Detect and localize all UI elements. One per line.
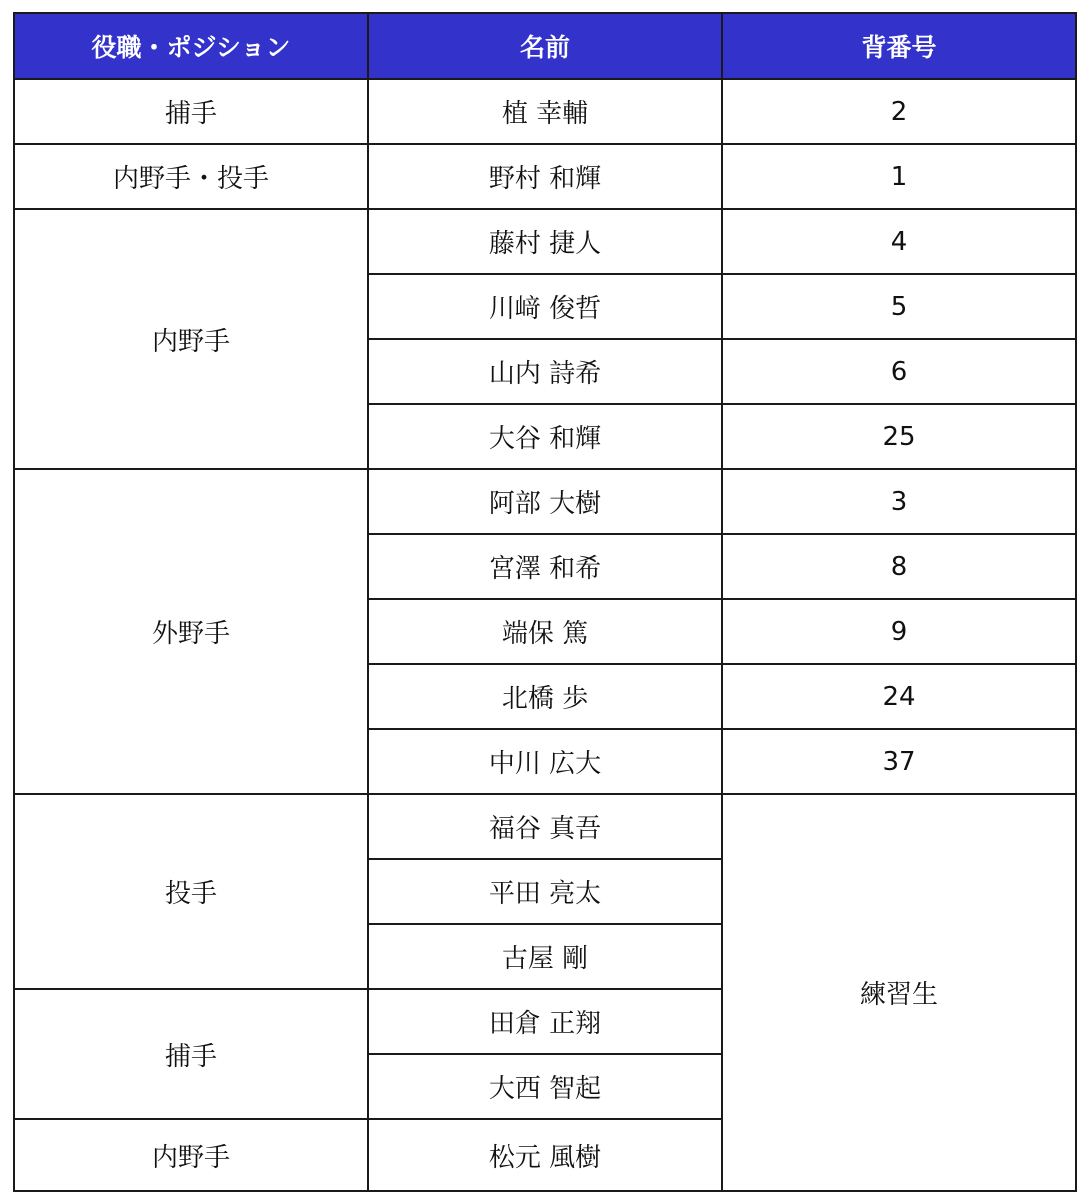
name-cell: 川﨑 俊哲 — [368, 274, 722, 339]
name-cell: 田倉 正翔 — [368, 989, 722, 1054]
roster-table-container — [13, 12, 1075, 1192]
role-cell: 外野手 — [14, 469, 368, 794]
name-cell: 阿部 大樹 — [368, 469, 722, 534]
number-cell: 25 — [722, 404, 1076, 469]
number-cell-trainee: 練習生 — [722, 794, 1076, 1191]
header-name: 名前 — [368, 13, 722, 79]
number-cell: 1 — [722, 144, 1076, 209]
number-cell: 37 — [722, 729, 1076, 794]
number-cell: 4 — [722, 209, 1076, 274]
number-cell: 24 — [722, 664, 1076, 729]
role-cell: 内野手・投手 — [14, 144, 368, 209]
name-cell: 藤村 捷人 — [368, 209, 722, 274]
table-row — [14, 209, 1076, 274]
header-role: 役職・ポジション — [14, 13, 368, 79]
number-cell: 2 — [722, 79, 1076, 144]
number-cell: 5 — [722, 274, 1076, 339]
table-row — [14, 469, 1076, 534]
name-cell: 平田 亮太 — [368, 859, 722, 924]
table-header-row — [14, 13, 1076, 79]
role-cell: 投手 — [14, 794, 368, 989]
role-cell: 内野手 — [14, 209, 368, 469]
number-cell: 9 — [722, 599, 1076, 664]
header-number: 背番号 — [722, 13, 1076, 79]
role-cell: 捕手 — [14, 989, 368, 1119]
name-cell: 北橋 歩 — [368, 664, 722, 729]
name-cell: 宮澤 和希 — [368, 534, 722, 599]
name-cell: 植 幸輔 — [368, 79, 722, 144]
table-row — [14, 794, 1076, 859]
name-cell: 大西 智起 — [368, 1054, 722, 1119]
name-cell: 大谷 和輝 — [368, 404, 722, 469]
name-cell: 古屋 剛 — [368, 924, 722, 989]
table-row — [14, 144, 1076, 209]
number-cell: 6 — [722, 339, 1076, 404]
name-cell: 端保 篤 — [368, 599, 722, 664]
role-cell: 捕手 — [14, 79, 368, 144]
roster-table — [13, 12, 1077, 1192]
role-cell: 内野手 — [14, 1119, 368, 1191]
name-cell: 野村 和輝 — [368, 144, 722, 209]
name-cell: 松元 風樹 — [368, 1119, 722, 1191]
table-row — [14, 79, 1076, 144]
number-cell: 8 — [722, 534, 1076, 599]
name-cell: 福谷 真吾 — [368, 794, 722, 859]
number-cell: 3 — [722, 469, 1076, 534]
name-cell: 中川 広大 — [368, 729, 722, 794]
name-cell: 山内 詩希 — [368, 339, 722, 404]
